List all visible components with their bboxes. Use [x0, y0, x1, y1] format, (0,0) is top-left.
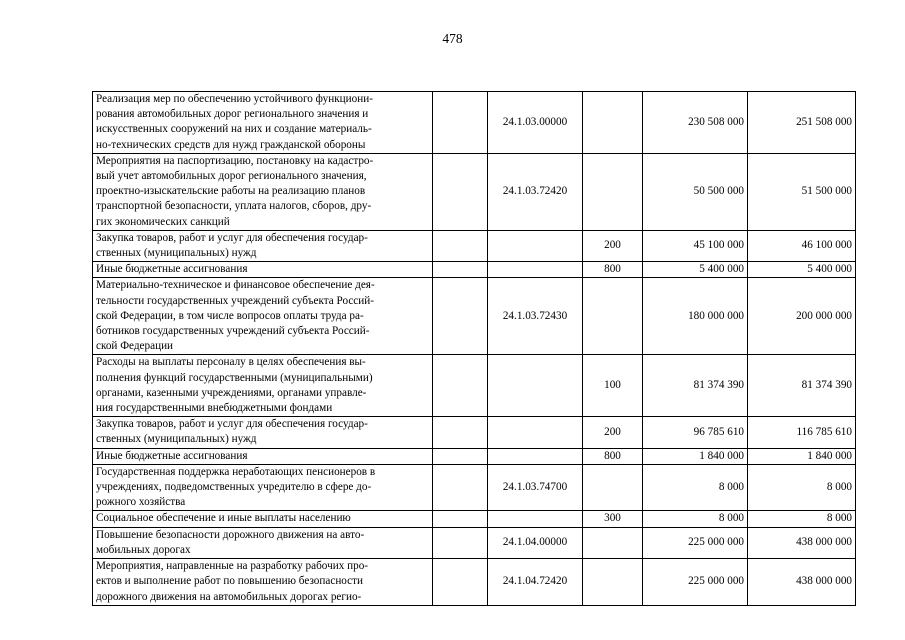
description-line: но-технических средств для нужд гражданской обороны [96, 138, 366, 151]
table-row [93, 448, 856, 464]
row-description [93, 355, 433, 417]
row-description [93, 262, 433, 278]
amount-year-1: 8 000 [643, 464, 748, 511]
table-row [93, 527, 856, 558]
amount-year-1: 180 000 000 [643, 278, 748, 355]
empty-cell [433, 448, 488, 464]
description-line: ственных (муниципальных) нужд [96, 433, 257, 446]
expense-type-code: 800 [583, 448, 643, 464]
expense-type-code [583, 559, 643, 606]
description-line: мобильных дорогах [96, 543, 191, 556]
target-article-code: 24.1.04.72420 [488, 559, 583, 606]
target-article-code [488, 417, 583, 448]
row-description [93, 464, 433, 511]
expense-type-code: 800 [583, 262, 643, 278]
target-article-code: 24.1.04.00000 [488, 527, 583, 558]
empty-cell [433, 153, 488, 230]
target-article-code: 24.1.03.72420 [488, 153, 583, 230]
budget-table-body [93, 92, 856, 606]
description-line: Иные бюджетные ассигнования [96, 263, 248, 276]
row-description [93, 278, 433, 355]
row-description [93, 559, 433, 606]
empty-cell [433, 511, 488, 527]
amount-year-2: 46 100 000 [748, 230, 856, 261]
target-article-code [488, 511, 583, 527]
description-line: ской Федерации, в том числе вопросов оплаты труда ра- [96, 309, 364, 322]
empty-cell [433, 262, 488, 278]
expense-type-code: 200 [583, 417, 643, 448]
table-row [93, 92, 856, 154]
row-description [93, 153, 433, 230]
amount-year-2: 8 000 [748, 464, 856, 511]
description-line: Реализация мер по обеспечению устойчивого функциони- [96, 93, 373, 105]
amount-year-2: 251 508 000 [748, 92, 856, 154]
description-line: Государственная поддержка неработающих пенсионеров в [96, 465, 376, 478]
target-article-code [488, 448, 583, 464]
amount-year-2: 116 785 610 [748, 417, 856, 448]
description-line: Мероприятия на паспортизацию, постановку на кадастро- [96, 154, 374, 167]
expense-type-code [583, 92, 643, 154]
description-line: Социальное обеспечение и иные выплаты населению [96, 512, 351, 525]
description-line: Материально-техническое и финансовое обеспечение дея- [96, 279, 375, 292]
amount-year-2: 438 000 000 [748, 527, 856, 558]
table-row [93, 464, 856, 511]
target-article-code [488, 262, 583, 278]
amount-year-2: 1 840 000 [748, 448, 856, 464]
description-line: ботников государственных учреждений субъекта Россий- [96, 325, 370, 338]
amount-year-1: 96 785 610 [643, 417, 748, 448]
row-description [93, 230, 433, 261]
target-article-code: 24.1.03.00000 [488, 92, 583, 154]
empty-cell [433, 355, 488, 417]
description-line: ской Федерации [96, 340, 174, 353]
description-line: Иные бюджетные ассигнования [96, 449, 248, 462]
amount-year-2: 5 400 000 [748, 262, 856, 278]
amount-year-1: 225 000 000 [643, 559, 748, 606]
amount-year-2: 51 500 000 [748, 153, 856, 230]
table-row [93, 230, 856, 261]
amount-year-2: 8 000 [748, 511, 856, 527]
target-article-code: 24.1.03.72430 [488, 278, 583, 355]
amount-year-1: 81 374 390 [643, 355, 748, 417]
amount-year-2: 200 000 000 [748, 278, 856, 355]
amount-year-2: 81 374 390 [748, 355, 856, 417]
description-line: гих экономических санкций [96, 215, 230, 228]
amount-year-1: 230 508 000 [643, 92, 748, 154]
description-line: органами, казенными учреждениями, органами управле- [96, 386, 367, 399]
table-row [93, 559, 856, 606]
description-line: ектов и выполнение работ по повышению безопасности [96, 575, 364, 588]
description-line: Закупка товаров, работ и услуг для обеспечения государ- [96, 418, 368, 431]
expense-type-code [583, 464, 643, 511]
row-description [93, 448, 433, 464]
description-line: полнения функций государственными (муниципальными) [96, 371, 373, 384]
target-article-code [488, 230, 583, 261]
amount-year-1: 50 500 000 [643, 153, 748, 230]
expense-type-code: 300 [583, 511, 643, 527]
table-row [93, 511, 856, 527]
description-line: транспортной безопасности, уплата налогов, сборов, дру- [96, 200, 372, 213]
empty-cell [433, 417, 488, 448]
table-row [93, 262, 856, 278]
empty-cell [433, 559, 488, 606]
row-description [93, 527, 433, 558]
expense-type-code: 200 [583, 230, 643, 261]
table-row [93, 417, 856, 448]
description-line: Расходы на выплаты персоналу в целях обеспечения вы- [96, 356, 366, 369]
description-line: искусственных сооружений на них и создание материаль- [96, 123, 372, 136]
row-description [93, 417, 433, 448]
description-line: проектно-изыскательские работы на реализацию планов [96, 185, 366, 198]
expense-type-code: 100 [583, 355, 643, 417]
amount-year-1: 45 100 000 [643, 230, 748, 261]
table-row [93, 355, 856, 417]
amount-year-2: 438 000 000 [748, 559, 856, 606]
description-line: тельности государственных учреждений субъекта Россий- [96, 294, 374, 307]
expense-type-code [583, 153, 643, 230]
expense-type-code [583, 527, 643, 558]
amount-year-1: 5 400 000 [643, 262, 748, 278]
description-line: Закупка товаров, работ и услуг для обеспечения государ- [96, 231, 368, 244]
description-line: дорожного движения на автомобильных дорогах регио- [96, 590, 362, 603]
row-description [93, 92, 433, 154]
table-row [93, 278, 856, 355]
empty-cell [433, 92, 488, 154]
description-line: Повышение безопасности дорожного движения на авто- [96, 528, 365, 541]
empty-cell [433, 464, 488, 511]
amount-year-1: 8 000 [643, 511, 748, 527]
empty-cell [433, 527, 488, 558]
amount-year-1: 1 840 000 [643, 448, 748, 464]
description-line: ния государственными внебюджетными фондами [96, 402, 333, 415]
empty-cell [433, 278, 488, 355]
description-line: вый учет автомобильных дорог регионального значения, [96, 170, 367, 183]
description-line: рования автомобильных дорог регионального значения и [96, 108, 369, 121]
description-line: ственных (муниципальных) нужд [96, 247, 257, 260]
budget-table [92, 91, 856, 606]
description-line: учреждениях, подведомственных учредителю в сфере до- [96, 481, 372, 494]
page-number: 478 [442, 31, 463, 46]
table-row [93, 153, 856, 230]
description-line: Мероприятия, направленные на разработку рабочих про- [96, 560, 369, 573]
description-line: рожного хозяйства [96, 496, 186, 509]
row-description [93, 511, 433, 527]
target-article-code: 24.1.03.74700 [488, 464, 583, 511]
empty-cell [433, 230, 488, 261]
target-article-code [488, 355, 583, 417]
expense-type-code [583, 278, 643, 355]
amount-year-1: 225 000 000 [643, 527, 748, 558]
